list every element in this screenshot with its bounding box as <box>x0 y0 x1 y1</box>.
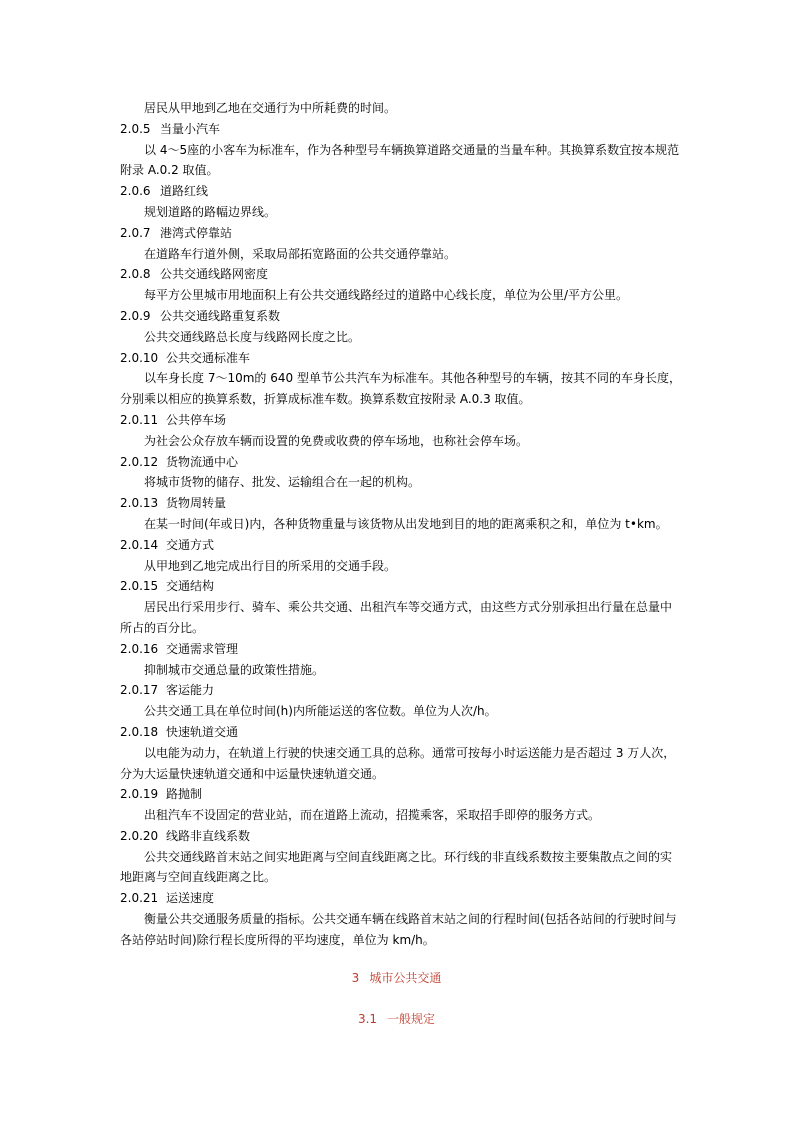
term-name: 货物周转量 <box>166 496 227 511</box>
term-definition: 居民出行采用步行、骑车、乘公共交通、出租汽车等交通方式，由这些方式分别承担出行量在总量中 <box>144 600 673 615</box>
term-name: 路抛制 <box>166 787 203 802</box>
term-definition: 地距离与空间直线距离之比。 <box>120 870 277 885</box>
section-number: 3.1 <box>357 1012 378 1026</box>
term-number: 2.0.7 <box>120 225 151 240</box>
term-heading <box>120 639 680 660</box>
term-number: 2.0.11 <box>120 412 159 427</box>
term-heading <box>120 680 680 701</box>
term-name: 道路红线 <box>160 184 209 199</box>
term-name: 公共交通标准车 <box>166 350 251 365</box>
term-number: 2.0.15 <box>120 579 159 594</box>
term-definition: 以车身长度 7～10m的 640 型单节公共汽车为标准车。其他各种型号的车辆，按其不同的车身长度， <box>144 371 681 386</box>
term-name: 交通方式 <box>166 537 215 552</box>
chapter-title: 城市公共交通 <box>369 971 442 985</box>
term-definition: 各站停站时间)除行程长度所得的平均速度，单位为 km/h。 <box>120 932 435 947</box>
term-heading <box>120 348 680 369</box>
term-heading <box>120 223 680 244</box>
term-definition: 所占的百分比。 <box>120 620 205 635</box>
term-definition: 分别乘以相应的换算系数，折算成标准车数。换算系数宜按附录 A.0.3 取值。 <box>120 392 531 407</box>
term-definition: 抑制城市交通总量的政策性措施。 <box>144 662 325 677</box>
terms-content <box>120 98 680 951</box>
term-number: 2.0.20 <box>120 828 159 843</box>
term-name: 货物流通中心 <box>166 454 239 469</box>
term-number: 2.0.12 <box>120 454 159 469</box>
term-definition: 将城市货物的储存、批发、运输组合在一起的机构。 <box>144 475 421 490</box>
term-definition: 衡量公共交通服务质量的指标。公共交通车辆在线路首末站之间的行程时间(包括各站间的行驶时间与 <box>144 912 677 927</box>
term-heading <box>120 119 680 140</box>
term-heading <box>120 576 680 597</box>
term-definition: 以电能为动力，在轨道上行驶的快速交通工具的总称。通常可按每小时运送能力是否超过 3 万人次， <box>144 745 676 760</box>
term-heading <box>120 535 680 556</box>
term-name: 当量小汽车 <box>160 121 221 136</box>
chapter-heading <box>0 968 793 988</box>
term-definition: 分为大运量快速轨道交通和中运量快速轨道交通。 <box>120 766 385 781</box>
term-name: 客运能力 <box>166 683 215 698</box>
term-definition: 以 4～5座的小客车为标准车，作为各种型号车辆换算道路交通量的当量车种。其换算系数宜按本规范 <box>144 142 680 157</box>
term-number: 2.0.18 <box>120 724 159 739</box>
term-heading <box>120 181 680 202</box>
term-definition: 公共交通工具在单位时间(h)内所能运送的客位数。单位为人次/h。 <box>144 704 497 719</box>
term-number: 2.0.21 <box>120 891 159 906</box>
term-heading <box>120 784 680 805</box>
term-definition: 规划道路的路幅边界线。 <box>144 204 277 219</box>
term-number: 2.0.17 <box>120 683 159 698</box>
term-definition: 在某一时间(年或日)内，各种货物重量与该货物从出发地到目的地的距离乘积之和，单位为 t•km。 <box>144 516 668 531</box>
term-definition: 从甲地到乙地完成出行目的所采用的交通手段。 <box>144 558 397 573</box>
term-heading <box>120 722 680 743</box>
term-heading <box>120 826 680 847</box>
term-number: 2.0.9 <box>120 308 151 323</box>
term-name: 交通结构 <box>166 579 215 594</box>
term-number: 2.0.14 <box>120 537 159 552</box>
term-number: 2.0.19 <box>120 787 159 802</box>
term-definition: 出租汽车不设固定的营业站，而在道路上流动，招揽乘客，采取招手即停的服务方式。 <box>144 808 601 823</box>
term-number: 2.0.5 <box>120 121 151 136</box>
term-number: 2.0.10 <box>120 350 159 365</box>
term-heading <box>120 306 680 327</box>
term-name: 线路非直线系数 <box>166 828 251 843</box>
term-name: 运送速度 <box>166 891 215 906</box>
term-definition: 每平方公里城市用地面积上有公共交通线路经过的道路中心线长度，单位为公里/平方公里。 <box>144 288 629 303</box>
term-number: 2.0.16 <box>120 641 159 656</box>
term-definition: 附录 A.0.2 取值。 <box>120 163 219 178</box>
term-heading <box>120 493 680 514</box>
term-heading <box>120 888 680 909</box>
chapter-number: 3 <box>351 971 360 985</box>
term-heading <box>120 410 680 431</box>
term-definition: 居民从甲地到乙地在交通行为中所耗费的时间。 <box>144 101 397 115</box>
term-definition: 公共交通线路总长度与线路网长度之比。 <box>144 329 361 344</box>
term-heading <box>120 264 680 285</box>
section-heading <box>0 1009 793 1029</box>
section-title: 一般规定 <box>387 1012 436 1026</box>
term-name: 公共交通线路网密度 <box>160 267 269 282</box>
term-number: 2.0.6 <box>120 184 151 199</box>
term-heading <box>120 452 680 473</box>
term-name: 公共交通线路重复系数 <box>160 308 281 323</box>
term-definition: 在道路车行道外侧，采取局部拓宽路面的公共交通停靠站。 <box>144 246 457 261</box>
term-name: 公共停车场 <box>166 412 227 427</box>
term-number: 2.0.8 <box>120 267 151 282</box>
term-definition: 为社会公众存放车辆而设置的免费或收费的停车场地，也称社会停车场。 <box>144 433 529 448</box>
term-name: 港湾式停靠站 <box>160 225 233 240</box>
term-name: 交通需求管理 <box>166 641 239 656</box>
term-definition: 公共交通线路首末站之间实地距离与空间直线距离之比。环行线的非直线系数按主要集散点之间的实 <box>144 849 673 864</box>
term-number: 2.0.13 <box>120 496 159 511</box>
term-name: 快速轨道交通 <box>166 724 239 739</box>
